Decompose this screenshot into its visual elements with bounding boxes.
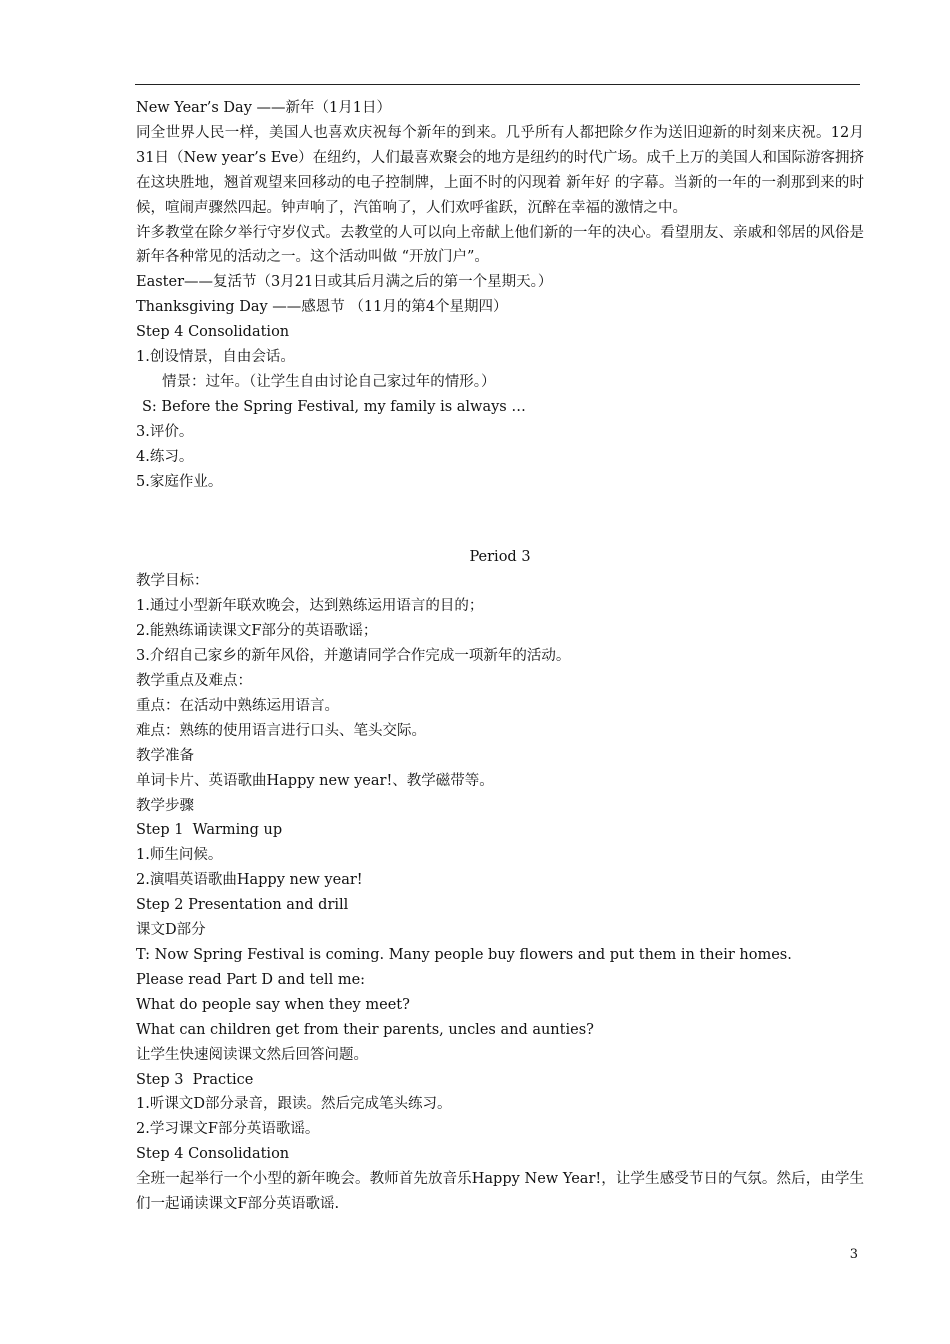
consolidation-item-3: 3.评价。 [136, 423, 194, 440]
question-1: What do people say when they meet? [136, 996, 410, 1013]
new-year-paragraph-1: 同全世界人民一样，美国人也喜欢庆祝每个新年的到来。几乎所有人都把除夕作为送旧迎新的时刻来庆祝。12月31日（New year’s Eve）在纽约，人们最喜欢聚会的地方是纽约的时代广场。成千上万的美国人和国际游客拥挤在这块胜地，翘首观望来回移动的电子控制牌，上面不时的闪现着 新年好 的字幕。当新的一年的一刹那到来的时候，喧闹声骤然四起。钟声响了，汽笛响了，人们欢呼雀跃，沉醉在幸福的激情之中。 [136, 124, 864, 216]
difficult-point: 难点：熟练的使用语言进行口头、笔头交际。 [136, 722, 426, 739]
step1-heading: Step 1 Warming up [136, 822, 283, 839]
header-rule [135, 84, 860, 85]
goal-1: 1.通过小型新年联欢晚会，达到熟练运用语言的目的； [136, 598, 484, 615]
student-line: S: Before the Spring Festival, my family is always … [142, 398, 526, 415]
preparation-heading: 教学准备 [136, 747, 194, 764]
steps-heading: 教学步骤 [136, 797, 194, 814]
goal-3: 3.介绍自己家乡的新年风俗，并邀请同学合作完成一项新年的活动。 [136, 648, 571, 665]
goals-heading: 教学目标： [136, 573, 209, 590]
step1-item-1: 1.师生问候。 [136, 847, 223, 864]
consolidation-item-4: 4.练习。 [136, 448, 194, 465]
final-paragraph: 全班一起举行一个小型的新年晚会。教师首先放音乐Happy New Year!，让学生感受节日的气氛。然后，由学生们一起诵读课文F部分英语歌谣. [136, 1171, 864, 1213]
key-points-heading: 教学重点及难点： [136, 673, 252, 690]
teacher-line: T: Now Spring Festival is coming. Many people buy flowers and put them in their homes. [136, 947, 792, 963]
step4-heading-top: Step 4 Consolidation [136, 324, 290, 341]
new-year-heading: New Year’s Day ——新年（1月1日） [136, 100, 391, 116]
step4-heading: Step 4 Consolidation [136, 1146, 290, 1163]
step3-item-1: 1.听课文D部分录音，跟读。然后完成笔头练习。 [136, 1096, 452, 1113]
part-d-label: 课文D部分 [136, 922, 206, 939]
step3-heading: Step 3 Practice [136, 1071, 254, 1088]
section-gap [136, 495, 864, 545]
key-point: 重点：在活动中熟练运用语言。 [136, 697, 339, 714]
easter-line: Easter——复活节（3月21日或其后月满之后的第一个星期天。） [136, 274, 553, 291]
step2-heading: Step 2 Presentation and drill [136, 897, 349, 914]
page-number: 3 [849, 1247, 858, 1262]
consolidation-item-1: 1.创设情景，自由会话。 [136, 349, 295, 366]
step1-item-2: 2.演唱英语歌曲Happy new year! [136, 872, 363, 889]
preparation-text: 单词卡片、英语歌曲Happy new year!、教学磁带等。 [136, 772, 494, 789]
consolidation-item-5: 5.家庭作业。 [136, 473, 223, 490]
new-year-paragraph-2: 许多教堂在除夕举行守岁仪式。去教堂的人可以向上帝献上他们新的一年的决心。看望朋友、亲戚和邻居的风俗是新年各种常见的活动之一。这个活动叫做 “开放门户”。 [136, 224, 864, 266]
question-2: What can children get from their parents, uncles and aunties? [136, 1021, 594, 1038]
period-title: Period 3 [469, 548, 531, 565]
document-body [136, 96, 864, 1217]
goal-2: 2.能熟练诵读课文F部分的英语歌谣； [136, 623, 378, 640]
step3-item-2: 2.学习课文F部分英语歌谣。 [136, 1121, 320, 1138]
teacher-line-2: Please read Part D and tell me: [136, 971, 366, 988]
thanksgiving-line: Thanksgiving Day ——感恩节 （11月的第4个星期四） [136, 299, 508, 316]
scene-line: 情景：过年。（让学生自由讨论自己家过年的情形。） [162, 373, 496, 390]
read-fast-instruction: 让学生快速阅读课文然后回答问题。 [136, 1046, 368, 1063]
